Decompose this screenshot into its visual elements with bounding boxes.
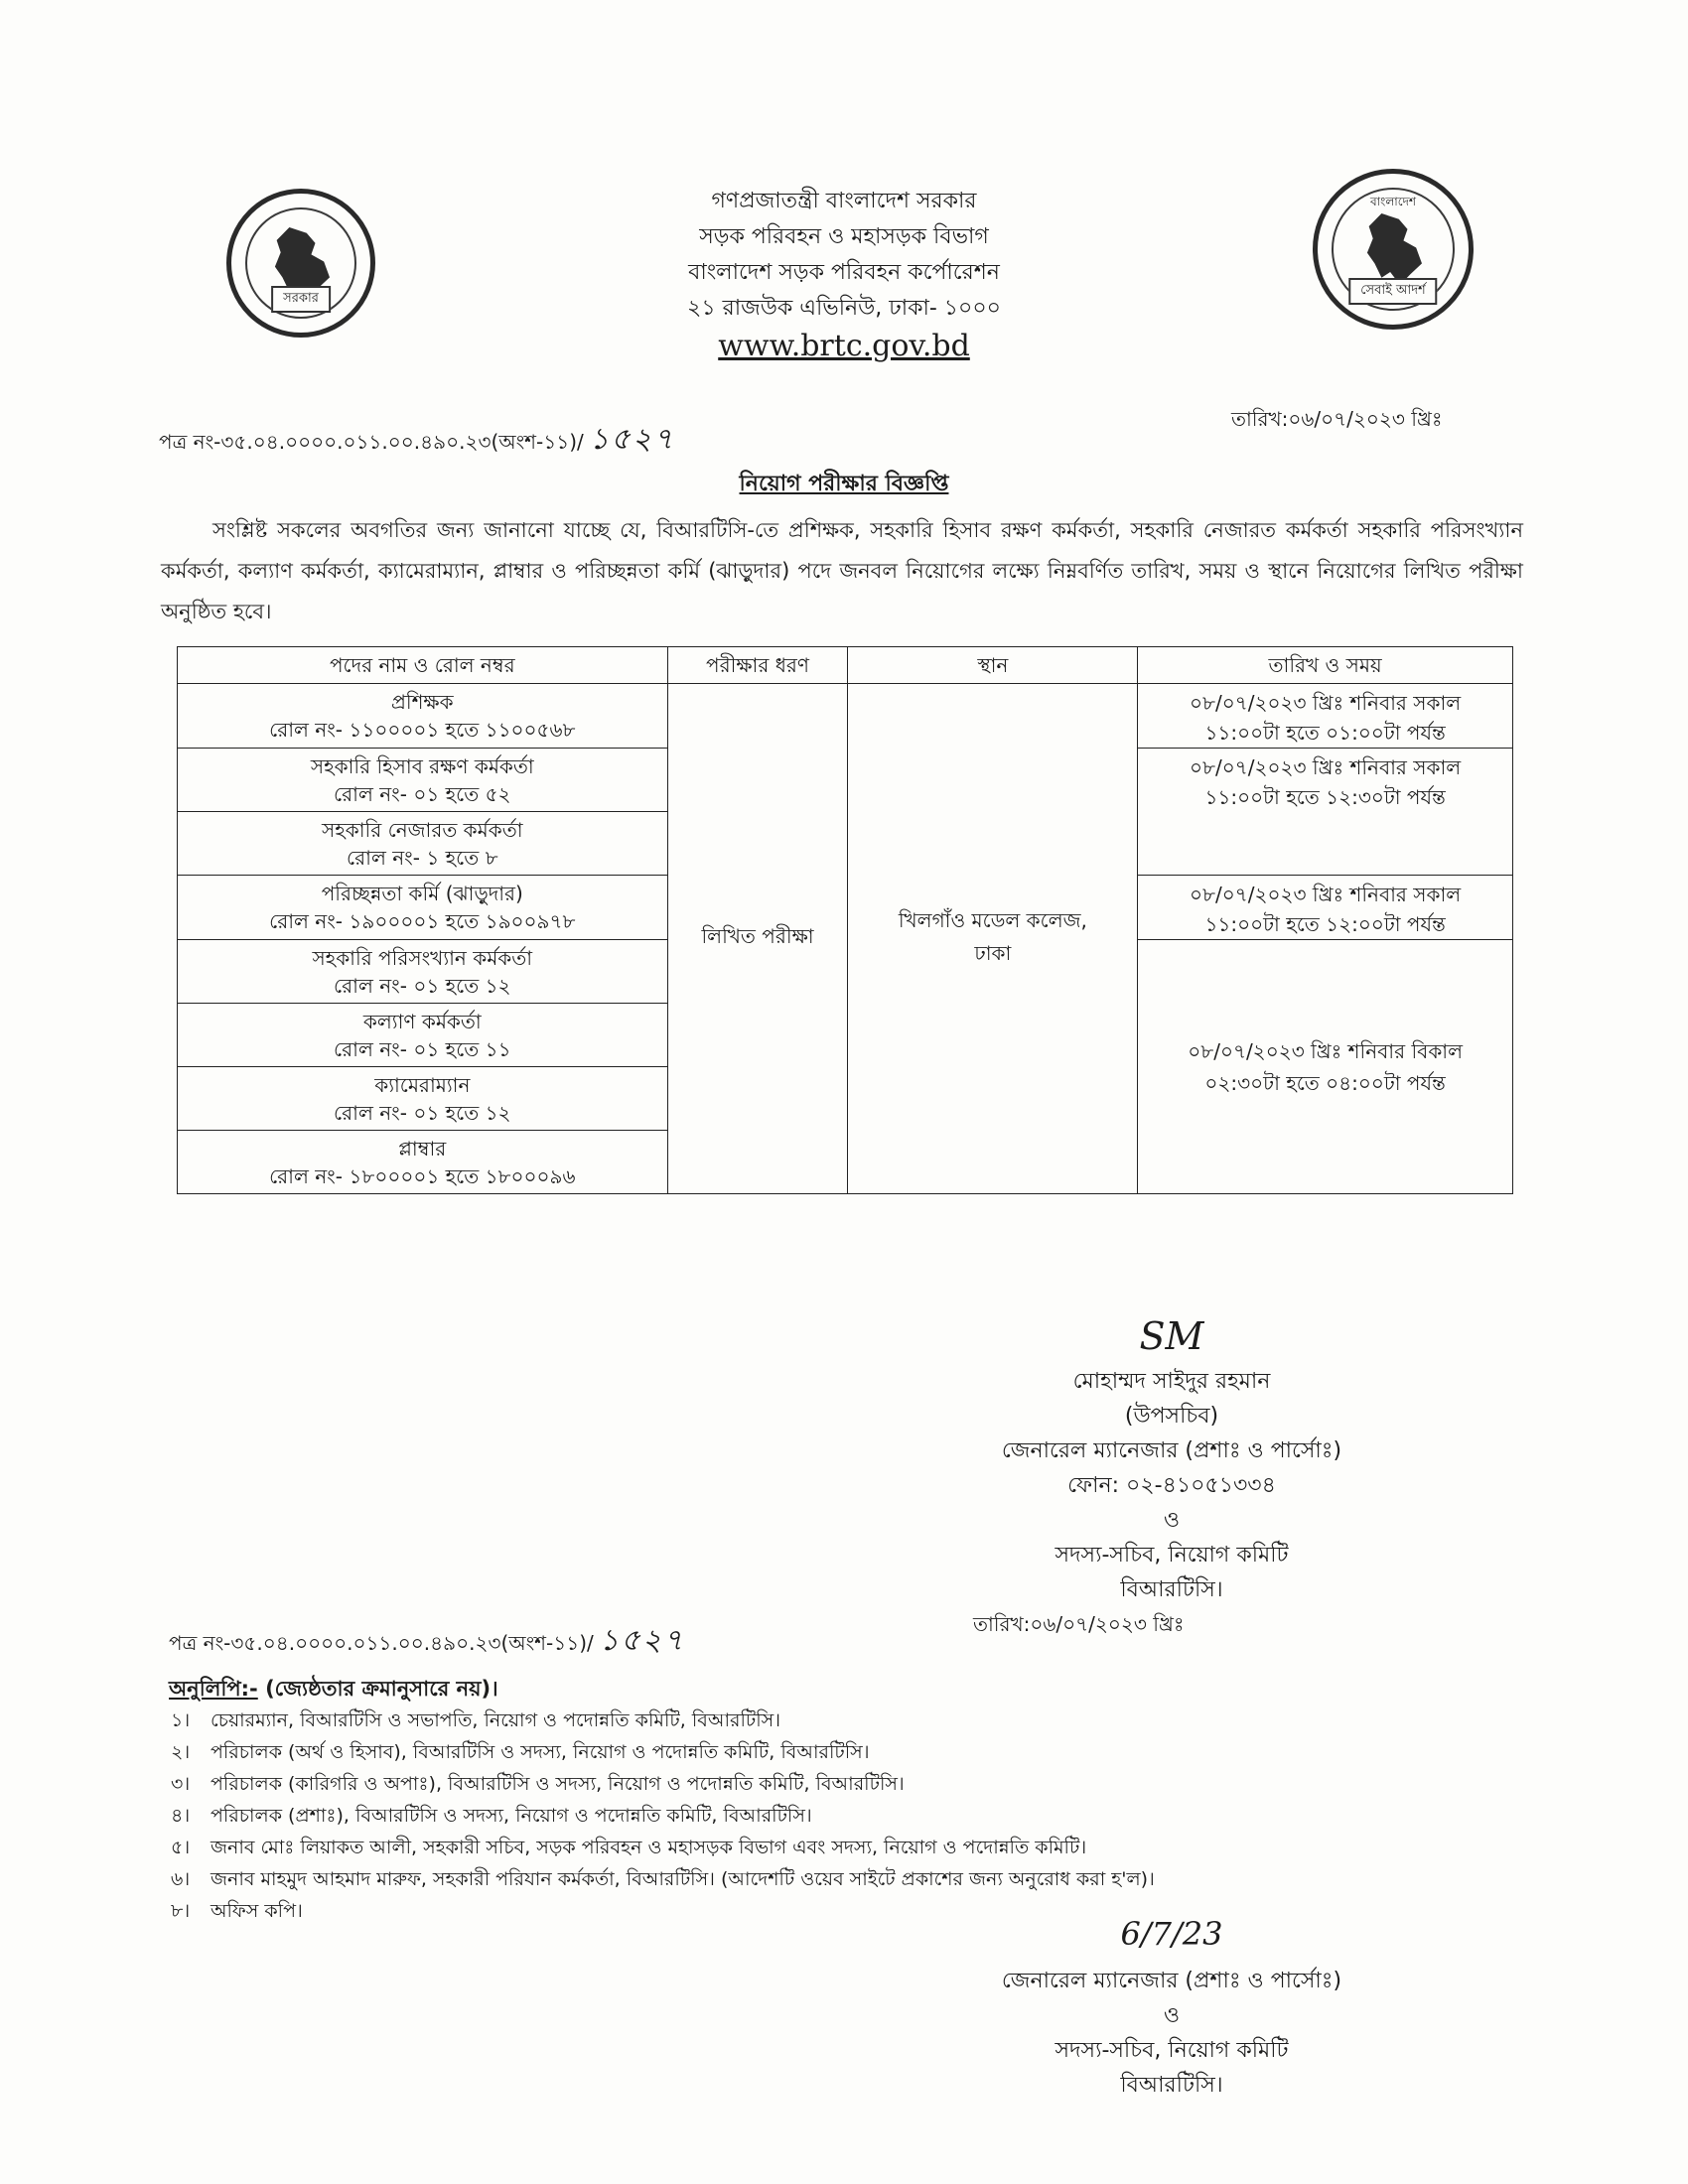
roll-range: রোল নং- ০১ হতে ১২ [334, 973, 511, 998]
post-cell [178, 1004, 668, 1067]
signatory-phone: ফোন: ০২-৪১০৫১৩৩৪ [1067, 1473, 1276, 1498]
post-cell [178, 749, 668, 812]
signatory-designation: জেনারেল ম্যানেজার (প্রশাঃ ও পার্সোঃ) [1001, 1438, 1342, 1463]
list-item: ৮। অফিস কপি। [171, 1900, 303, 1922]
header-website[interactable] [0, 330, 1688, 366]
header-division: সড়ক পরিবহন ও মহাসড়ক বিভাগ [699, 224, 989, 249]
list-item: ২। পরিচালক (অর্থ ও হিসাব), বিআরটিসি ও সদস্য, নিয়োগ ও পদোন্নতি কমিটি, বিআরটিসি। [171, 1741, 870, 1763]
signatory-block [894, 1308, 1450, 1607]
list-item: ৫। জনাব মোঃ লিয়াকত আলী, সহকারী সচিব, সড়ক পরিবহন ও মহাসড়ক বিভাগ এবং সদস্য, নিয়োগ ও পদোন্নতি কমিটি। [171, 1837, 1087, 1858]
memo2-number [169, 1616, 685, 1667]
roll-range: রোল নং- ১ হতে ৮ [347, 845, 498, 870]
schedule-date: ০৮/০৭/২০২৩ খ্রিঃ শনিবার বিকাল [1188, 1038, 1464, 1063]
post-name: সহকারি পরিসংখ্যান কর্মকর্তা [312, 945, 533, 970]
notice-intro: সংশ্লিষ্ট সকলের অবগতির জন্য জানানো যাচ্ছে যে, বিআরটিসি-তে প্রশিক্ষক, সহকারি হিসাব রক্ষণ কর্মকর্তা, সহকারি নেজারত কর্মকর্তা সহকারি পরিসংখ্যান কর্মকর্তা, কল্যাণ কর্মকর্তা, ক্যামেরাম্যান, প্লাম্বার ও পরিচ্ছন্নতা কর্মি (ঝাড়ুদার) পদে জনবল নিয়োগের লক্ষ্যে নিম্নবর্ণিত তারিখ, সময় ও স্থানে নিয়োগের লিখিত পরীক্ষা অনুষ্ঠিত হবে। [161, 518, 1523, 623]
schedule-time: ০২:৩০টা হতে ০৪:০০টা পর্যন্ত [1204, 1070, 1446, 1095]
signatory-conjunction: ও [1163, 1508, 1181, 1533]
cc-list [171, 1705, 1155, 1927]
post-name: সহকারি নেজারত কর্মকর্তা [321, 817, 523, 842]
memo-number [159, 415, 675, 466]
cc-note: (জ্যেষ্ঠতার ক্রমানুসারে নয়)। [257, 1677, 498, 1701]
schedule-time: ১১:০০টা হতে ১২:৩০টা পর্যন্ত [1204, 785, 1446, 809]
roll-range: রোল নং- ০১ হতে ৫২ [334, 781, 511, 806]
header-gov-name: গণপ্রজাতন্ত্রী বাংলাদেশ সরকার [711, 189, 977, 213]
roll-range: রোল নং- ১৮০০০০১ হতে ১৮০০০৯৬ [269, 1163, 576, 1188]
signatory2-block [894, 1904, 1450, 2103]
post-cell [178, 940, 668, 1004]
exam-type-cell: লিখিত পরীক্ষা [667, 684, 848, 1194]
list-item: ৪। পরিচালক (প্রশাঃ), বিআরটিসি ও সদস্য, নিয়োগ ও পদোন্নতি কমিটি, বিআরটিসি। [171, 1805, 812, 1827]
table-row [178, 684, 1513, 749]
post-cell [178, 876, 668, 940]
signatory-role: সদস্য-সচিব, নিয়োগ কমিটি [1055, 1543, 1289, 1568]
signatory-org: বিআরটিসি। [1120, 1577, 1223, 1602]
venue-cell [848, 684, 1138, 1194]
post-cell [178, 684, 668, 749]
memo2-handwritten-number: ১৫২৭ [599, 1623, 685, 1658]
list-item: ৬। জনাব মাহমুদ আহমাদ মারুফ, সহকারী পরিযান কর্মকর্তা, বিআরটিসি। (আদেশটি ওয়েব সাইটে প্রকাশের জন্য অনুরোধ করা হ'ল)। [171, 1868, 1155, 1890]
memo2-number-text: পত্র নং-৩৫.০৪.০০০০.০১১.০০.৪৯০.২৩(অংশ-১১)/ [169, 1631, 594, 1655]
notice-title-text: নিয়োগ পরীক্ষার বিজ্ঞপ্তি [739, 472, 949, 496]
notice-title [0, 467, 1688, 503]
memo-number-text: পত্র নং-৩৫.০৪.০০০০.০১১.০০.৪৯০.২৩(অংশ-১১)/ [159, 430, 584, 454]
seal-top-text: বাংলাদেশ [1370, 195, 1416, 208]
signatory2-conjunction: ও [1163, 2003, 1181, 2028]
header-exam-type: পরীক্ষার ধরণ [667, 647, 848, 684]
memo-date: তারিখ:০৬/০৭/২০২৩ খ্রিঃ [1231, 407, 1443, 431]
post-cell [178, 812, 668, 876]
post-name: প্লাম্বার [398, 1136, 447, 1160]
roll-range: রোল নং- ১১০০০০১ হতে ১১০০৫৬৮ [269, 718, 576, 742]
venue-line: ঢাকা [974, 940, 1012, 965]
roll-range: রোল নং- ১৯০০০০১ হতে ১৯০০৯৭৮ [269, 909, 576, 933]
signatory-name: মোহাম্মদ সাইদুর রহমান [1072, 1369, 1271, 1394]
schedule-date: ০৮/০৭/২০২৩ খ্রিঃ শনিবার সকাল [1190, 755, 1462, 779]
signature-image: SM [1139, 1314, 1204, 1358]
post-name: কল্যাণ কর্মকর্তা [362, 1009, 482, 1033]
post-cell [178, 1131, 668, 1194]
exam-schedule-table [177, 646, 1513, 1194]
schedule-time: ১১:০০টা হতে ১২:০০টা পর্যন্ত [1204, 912, 1446, 936]
header-venue: স্থান [848, 647, 1138, 684]
roll-range: রোল নং- ০১ হতে ১১ [334, 1036, 511, 1061]
post-name: সহকারি হিসাব রক্ষণ কর্মকর্তা [310, 753, 534, 778]
post-name: প্রশিক্ষক [390, 690, 454, 714]
schedule-cell [1138, 876, 1513, 940]
schedule-date: ০৮/০৭/২০২৩ খ্রিঃ শনিবার সকাল [1190, 883, 1462, 906]
memo2-date: তারিখ:০৬/০৭/২০২৩ খ্রিঃ [973, 1612, 1185, 1636]
roll-range: রোল নং- ০১ হতে ১২ [334, 1100, 511, 1125]
schedule-cell [1138, 940, 1513, 1194]
list-item: ৩। পরিচালক (কারিগরি ও অপাঃ), বিআরটিসি ও সদস্য, নিয়োগ ও পদোন্নতি কমিটি, বিআরটিসি। [171, 1773, 905, 1795]
table-header-row [178, 647, 1513, 684]
signatory-rank: (উপসচিব) [1124, 1404, 1219, 1429]
schedule-time: ১১:০০টা হতে ০১:০০টা পর্যন্ত [1204, 721, 1446, 745]
cc-heading [169, 1673, 498, 1707]
cc-label: অনুলিপি:- [169, 1677, 258, 1701]
signature2-image: 6/7/23 [1120, 1915, 1223, 1953]
seal-ribbon: সেবাই আদর্শ [1348, 278, 1437, 305]
header-post-roll: পদের নাম ও রোল নম্বর [178, 647, 668, 684]
seal-ribbon: সরকার [271, 286, 331, 313]
signatory2-designation: জেনারেল ম্যানেজার (প্রশাঃ ও পার্সোঃ) [1001, 1969, 1342, 1993]
header-corporation: বাংলাদেশ সড়ক পরিবহন কর্পোরেশন [688, 260, 1000, 285]
list-item: ১। চেয়ারম্যান, বিআরটিসি ও সভাপতি, নিয়োগ ও পদোন্নতি কমিটি, বিআরটিসি। [171, 1709, 781, 1731]
post-cell [178, 1067, 668, 1131]
signatory2-org: বিআরটিসি। [1120, 2073, 1223, 2098]
signatory2-role: সদস্য-সচিব, নিয়োগ কমিটি [1055, 2038, 1289, 2063]
schedule-cell [1138, 749, 1513, 876]
schedule-cell [1138, 684, 1513, 749]
header-address: ২১ রাজউক এভিনিউ, ঢাকা- ১০০০ [687, 296, 1001, 321]
website-link[interactable]: www.brtc.gov.bd [718, 329, 970, 363]
post-name: পরিচ্ছন্নতা কর্মি (ঝাড়ুদার) [321, 882, 523, 905]
header-date-time: তারিখ ও সময় [1138, 647, 1513, 684]
schedule-date: ০৮/০৭/২০২৩ খ্রিঃ শনিবার সকাল [1190, 691, 1462, 715]
post-name: ক্যামেরাম্যান [374, 1072, 471, 1097]
venue-line: খিলগাঁও মডেল কলেজ, [898, 907, 1087, 932]
memo-handwritten-number: ১৫২৭ [589, 422, 675, 457]
